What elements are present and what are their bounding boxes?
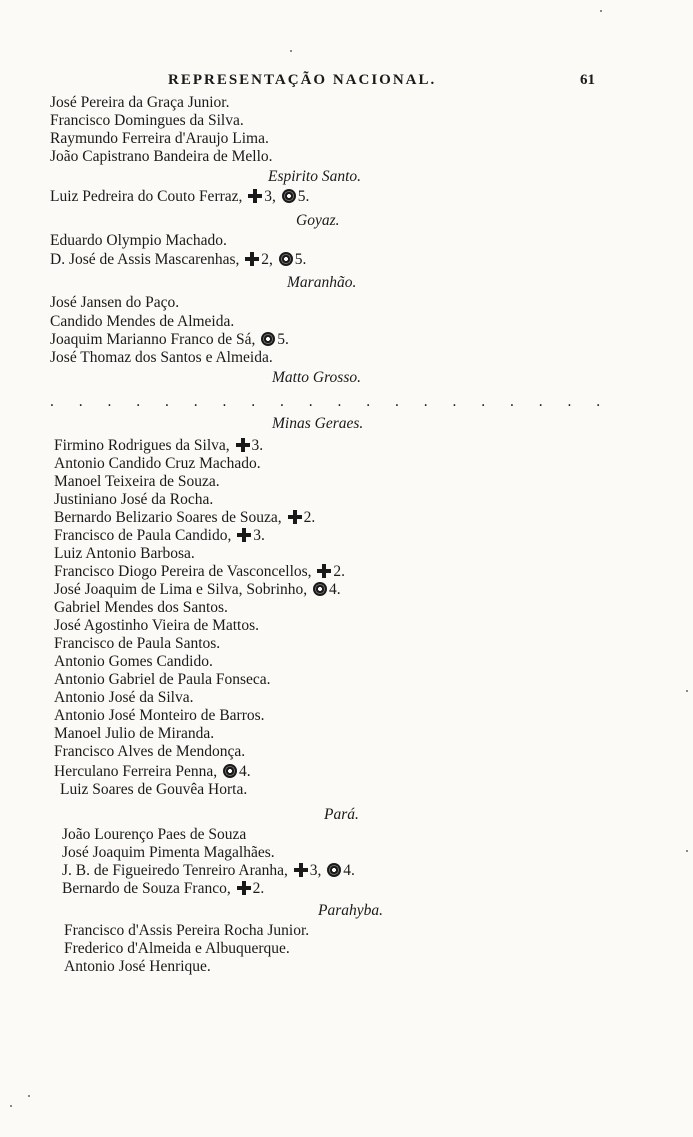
member-name-line [54,491,213,509]
member-name-line [54,725,214,743]
member-name-line [50,349,273,367]
member-name-line [54,671,271,689]
member-name-line [62,862,355,880]
member-name: Antonio Gomes Candido. [54,653,213,670]
province-name: Maranhão. [287,274,357,291]
province-heading [272,369,361,387]
member-name: Francisco de Paula Santos. [54,635,221,652]
cross-icon [248,189,262,203]
member-name: Antonio José Monteiro de Barros. [54,707,265,724]
member-name-line [54,527,265,545]
member-name: Bernardo de Souza Franco, [62,880,231,897]
member-name: José Joaquim Pimenta Magalhães. [62,844,275,861]
member-name-line [54,437,263,455]
member-name: João Capistrano Bandeira de Mello. [50,148,273,165]
province-heading [296,212,339,230]
decoration-grade: 4. [343,862,355,879]
province-heading [318,902,383,920]
decoration-grade: 2. [333,563,346,580]
member-name: José Pereira da Graça Junior. [50,94,230,111]
rose-icon [282,189,296,203]
member-name-line [54,617,259,635]
member-name: Antonio Candido Cruz Machado. [54,455,261,472]
member-name: José Agostinho Vieira de Mattos. [54,617,260,634]
rose-icon [223,764,237,778]
member-name: Frederico d'Almeida e Albuquerque. [64,940,290,957]
member-name-line [50,188,309,206]
cross-icon [294,863,308,877]
member-name: Firmino Rodrigues da Silva, [54,437,230,454]
paper-speck [686,690,688,692]
province-name: Minas Geraes. [272,415,364,432]
member-name-line [54,635,220,653]
member-name-line [54,763,251,781]
member-name: D. José de Assis Mascarenhas, [50,251,240,268]
decoration-grade: 5. [277,331,289,348]
member-name: Gabriel Mendes dos Santos. [54,599,228,616]
member-name: J. B. de Figueiredo Tenreiro Aranha, [62,862,288,879]
page-number: 61 [580,72,595,88]
member-name-line [54,689,194,707]
member-name: Antonio José da Silva. [54,689,194,706]
decoration-grade: 2. [303,509,316,526]
member-name: Antonio Gabriel de Paula Fonseca. [54,671,271,688]
member-name-line [54,545,195,563]
member-name-line [54,455,261,473]
member-name-line [54,563,345,581]
paper-speck [686,850,688,852]
member-name-line [54,509,315,527]
decoration-grade: 2, [261,251,273,268]
decoration-grade: 2. [252,880,265,897]
decoration-grade: 3, [264,188,276,205]
member-name-line [50,232,227,250]
decoration-grade: 4. [329,581,341,598]
member-name: Francisco Diogo Pereira de Vasconcellos, [54,563,312,580]
member-name: José Thomaz dos Santos e Almeida. [50,349,273,366]
member-name: Manoel Julio de Miranda. [54,725,215,742]
province-heading [268,168,361,186]
cross-icon [237,881,251,895]
rose-icon [313,582,327,596]
member-name-line [54,743,245,761]
member-name-line [64,940,290,958]
province-heading [287,274,356,292]
omission-dots [50,393,611,411]
member-name: Francisco de Paula Candido, [54,527,232,544]
cross-icon [317,564,331,578]
province-name: Espirito Santo. [268,168,362,185]
member-name-line [50,251,306,269]
member-name-line [54,473,220,491]
province-name: Matto Grosso. [272,369,361,386]
member-name-line [50,130,269,148]
member-name-line [62,826,246,844]
member-name: Francisco Alves de Mendonça. [54,743,246,760]
decoration-grade: 5. [297,188,310,205]
member-name: Justiniano José da Rocha. [54,491,214,508]
member-name: José Joaquim de Lima e Silva, Sobrinho, [54,581,308,598]
member-name-line [50,94,229,112]
member-name-line [50,294,179,312]
cross-icon [237,528,251,542]
member-name: Eduardo Olympio Machado. [50,232,227,249]
province-name: Parahyba. [318,902,384,919]
cross-icon [245,252,259,266]
paper-speck [600,10,602,12]
member-name-line [54,653,213,671]
decoration-grade: 5. [294,251,307,268]
member-name-line [50,331,289,349]
member-name: Candido Mendes de Almeida. [50,313,235,330]
member-name: Joaquim Marianno Franco de Sá, [50,331,256,348]
paper-speck [10,1105,12,1107]
member-name: João Lourenço Paes de Souza [62,826,247,843]
decoration-grade: 3, [309,862,322,879]
member-name: Bernardo Belizario Soares de Souza, [54,509,282,526]
member-name: Antonio José Henrique. [64,958,211,975]
member-name: Francisco Domingues da Silva. [50,112,244,129]
province-name: Pará. [324,806,359,823]
member-name-line [62,880,264,898]
page-header [0,72,693,96]
member-name-line [62,844,275,862]
dots-text: . . . . . . . . . . . . . . . . . . . . [50,393,611,410]
paper-speck [290,50,292,52]
member-name-line [60,781,247,799]
member-name: Herculano Ferreira Penna, [54,763,218,780]
decoration-grade: 4. [238,763,251,780]
member-name-line [64,958,211,976]
rose-icon [279,252,293,266]
member-name-line [64,922,309,940]
cross-icon [236,438,250,452]
member-name: Francisco d'Assis Pereira Rocha Junior. [64,922,310,939]
member-name-line [54,707,265,725]
paper-speck [28,1095,30,1097]
member-name-line [50,313,234,331]
running-title: REPRESENTAÇÃO NACIONAL. [168,72,437,88]
decoration-grade: 3. [253,527,265,544]
province-heading [324,806,359,824]
member-name: Luiz Antonio Barbosa. [54,545,195,562]
member-name: Luiz Soares de Gouvêa Horta. [60,781,248,798]
member-name: Manoel Teixeira de Souza. [54,473,220,490]
member-name: José Jansen do Paço. [50,294,180,311]
province-heading [272,415,363,433]
member-name-line [54,599,228,617]
member-name-line [54,581,341,599]
province-name: Goyaz. [296,212,340,229]
rose-icon [261,332,275,346]
cross-icon [288,510,302,524]
rose-icon [327,863,341,877]
member-name: Luiz Pedreira do Couto Ferraz, [50,188,243,205]
member-name-line [50,112,244,130]
member-name: Raymundo Ferreira d'Araujo Lima. [50,130,269,147]
decoration-grade: 3. [251,437,264,454]
member-name-line [50,148,273,166]
